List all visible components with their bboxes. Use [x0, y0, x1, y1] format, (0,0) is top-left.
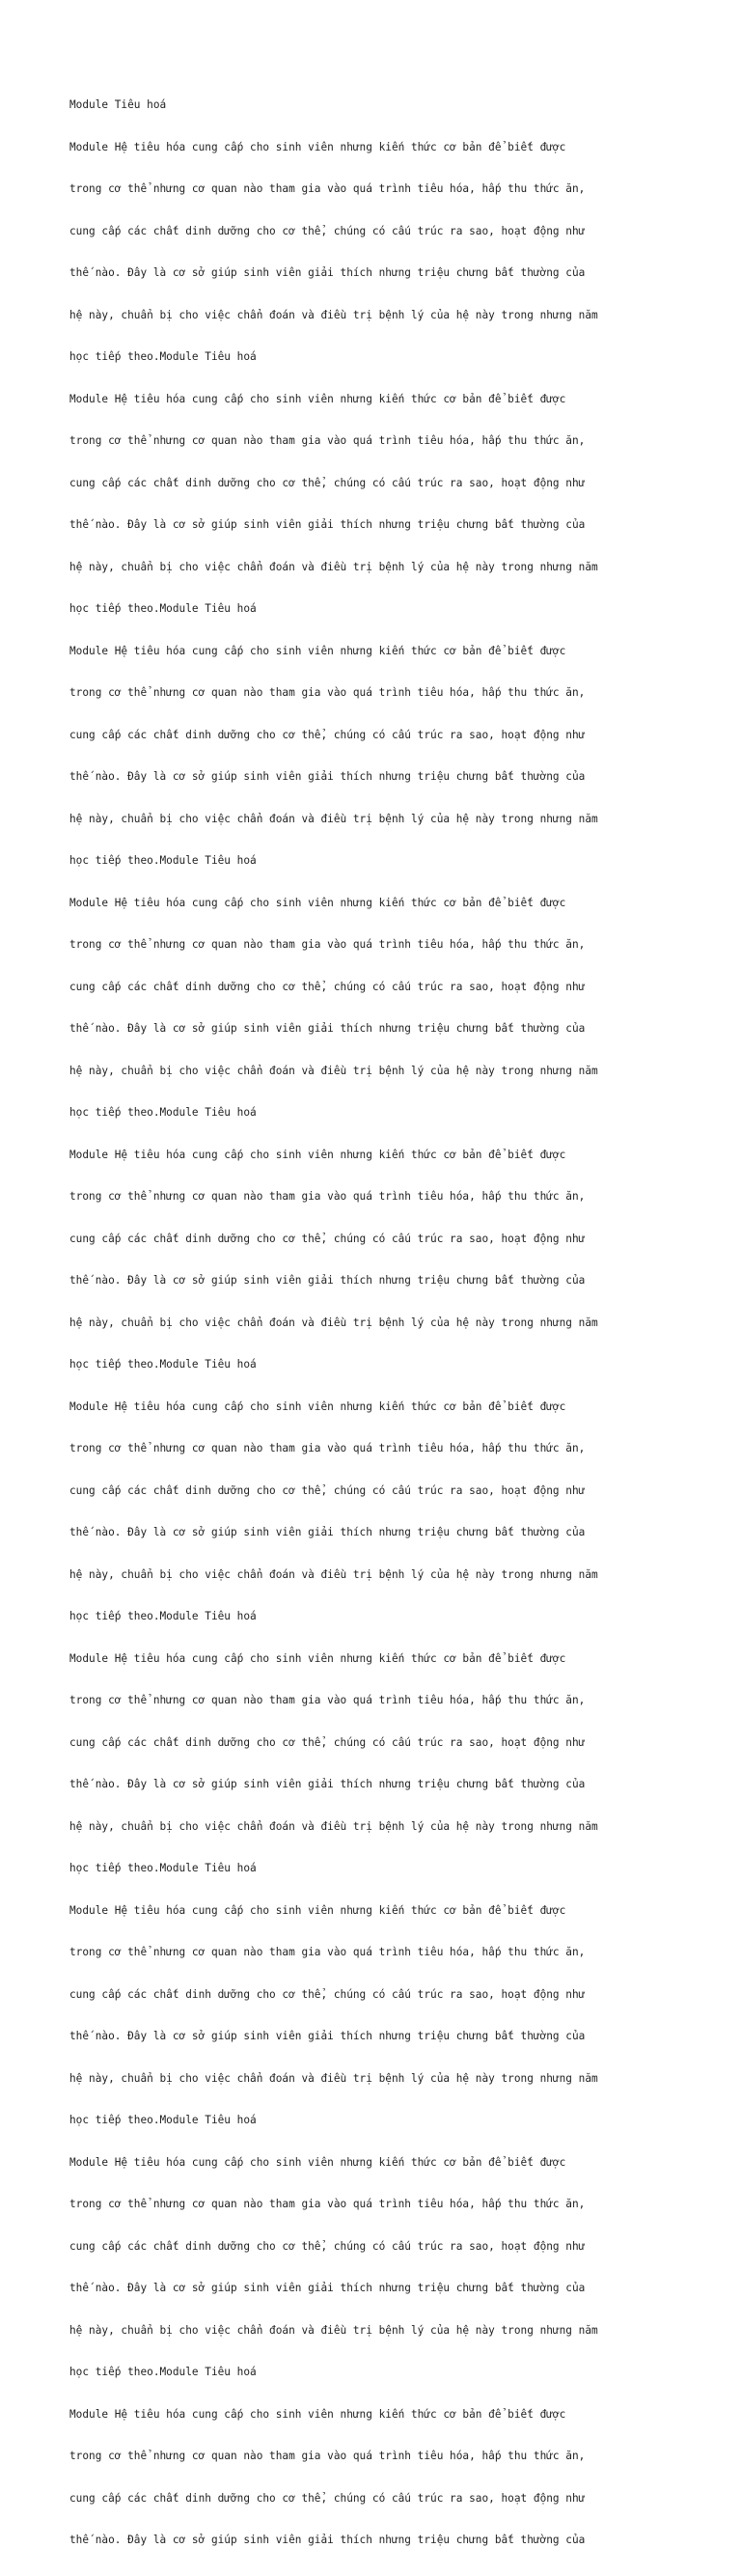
text-line: cung cấp các chất dinh dưỡng cho cơ thể, chúng có cấu trúc ra sao, hoạt động như — [69, 980, 586, 993]
text-line: Module Hệ tiêu hóa cung cấp cho sinh viên nhưng kiến thức cơ bản để biết được — [69, 644, 566, 657]
text-line: hệ này, chuẩn bị cho việc chẩn đoán và điều trị bệnh lý của hệ này trong nhưng năm — [69, 1567, 598, 1581]
text-line: hệ này, chuẩn bị cho việc chẩn đoán và điều trị bệnh lý của hệ này trong nhưng năm — [69, 560, 598, 573]
text-line: thế nào. Đây là cơ sở giúp sinh viên giải thích nhưng triệu chưng bất thường của — [69, 1274, 586, 1287]
text-line: học tiếp theo.Module Tiêu hoá — [69, 350, 257, 363]
text-line: trong cơ thể nhưng cơ quan nào tham gia vào quá trình tiêu hóa, hấp thu thức ăn, — [69, 1694, 586, 1706]
text-line: thế nào. Đây là cơ sở giúp sinh viên giải thích nhưng triệu chưng bất thường của — [69, 1778, 586, 1790]
text-line: trong cơ thể nhưng cơ quan nào tham gia vào quá trình tiêu hóa, hấp thu thức ăn, — [69, 182, 586, 195]
text-line: cung cấp các chất dinh dưỡng cho cơ thể, chúng có cấu trúc ra sao, hoạt động như — [69, 1483, 586, 1497]
text-line: thế nào. Đây là cơ sở giúp sinh viên giải thích nhưng triệu chưng bất thường của — [69, 2282, 586, 2294]
document-body — [69, 70, 677, 2576]
text-line: học tiếp theo.Module Tiêu hoá — [69, 1106, 257, 1119]
text-line: trong cơ thể nhưng cơ quan nào tham gia vào quá trình tiêu hóa, hấp thu thức ăn, — [69, 686, 586, 699]
text-line: trong cơ thể nhưng cơ quan nào tham gia vào quá trình tiêu hóa, hấp thu thức ăn, — [69, 1190, 586, 1203]
text-line: trong cơ thể nhưng cơ quan nào tham gia vào quá trình tiêu hóa, hấp thu thức ăn, — [69, 938, 586, 951]
text-line: hệ này, chuẩn bị cho việc chẩn đoán và điều trị bệnh lý của hệ này trong nhưng năm — [69, 2323, 598, 2337]
text-line: cung cấp các chất dinh dưỡng cho cơ thể, chúng có cấu trúc ra sao, hoạt động như — [69, 476, 586, 489]
text-line: Module Hệ tiêu hóa cung cấp cho sinh viên nhưng kiến thức cơ bản để biết được — [69, 392, 566, 405]
text-line: thế nào. Đây là cơ sở giúp sinh viên giải thích nhưng triệu chưng bất thường của — [69, 1022, 586, 1035]
text-line: Module Hệ tiêu hóa cung cấp cho sinh viên nhưng kiến thức cơ bản để biết được — [69, 1399, 566, 1413]
text-line: cung cấp các chất dinh dưỡng cho cơ thể, chúng có cấu trúc ra sao, hoạt động như — [69, 1232, 586, 1245]
text-line: học tiếp theo.Module Tiêu hoá — [69, 2366, 257, 2378]
text-line: học tiếp theo.Module Tiêu hoá — [69, 602, 257, 615]
text-line: Module Tiêu hoá — [69, 98, 167, 111]
text-line: trong cơ thể nhưng cơ quan nào tham gia vào quá trình tiêu hóa, hấp thu thức ăn, — [69, 1946, 586, 1958]
text-line: hệ này, chuẩn bị cho việc chẩn đoán và điều trị bệnh lý của hệ này trong nhưng năm — [69, 1316, 598, 1329]
text-line: trong cơ thể nhưng cơ quan nào tham gia vào quá trình tiêu hóa, hấp thu thức ăn, — [69, 2198, 586, 2210]
text-line: hệ này, chuẩn bị cho việc chẩn đoán và điều trị bệnh lý của hệ này trong nhưng năm — [69, 308, 598, 321]
text-line: Module Hệ tiêu hóa cung cấp cho sinh viên nhưng kiến thức cơ bản để biết được — [69, 2155, 566, 2169]
text-line: thế nào. Đây là cơ sở giúp sinh viên giải thích nhưng triệu chưng bất thường của — [69, 2030, 586, 2042]
text-line: Module Hệ tiêu hóa cung cấp cho sinh viên nhưng kiến thức cơ bản để biết được — [69, 1148, 566, 1161]
text-line: hệ này, chuẩn bị cho việc chẩn đoán và điều trị bệnh lý của hệ này trong nhưng năm — [69, 1064, 598, 1077]
text-line: thế nào. Đây là cơ sở giúp sinh viên giải thích nhưng triệu chưng bất thường của — [69, 266, 586, 279]
text-line: Module Hệ tiêu hóa cung cấp cho sinh viên nhưng kiến thức cơ bản để biết được — [69, 896, 566, 909]
text-line: thế nào. Đây là cơ sở giúp sinh viên giải thích nhưng triệu chưng bất thường của — [69, 518, 586, 531]
text-line: trong cơ thể nhưng cơ quan nào tham gia vào quá trình tiêu hóa, hấp thu thức ăn, — [69, 1442, 586, 1454]
text-line: Module Hệ tiêu hóa cung cấp cho sinh viên nhưng kiến thức cơ bản để biết được — [69, 140, 566, 153]
text-line: cung cấp các chất dinh dưỡng cho cơ thể, chúng có cấu trúc ra sao, hoạt động như — [69, 2491, 586, 2505]
text-line: cung cấp các chất dinh dưỡng cho cơ thể, chúng có cấu trúc ra sao, hoạt động như — [69, 2239, 586, 2253]
text-line: hệ này, chuẩn bị cho việc chẩn đoán và điều trị bệnh lý của hệ này trong nhưng năm — [69, 812, 598, 825]
text-line: Module Hệ tiêu hóa cung cấp cho sinh viên nhưng kiến thức cơ bản để biết được — [69, 1903, 566, 1917]
text-line: cung cấp các chất dinh dưỡng cho cơ thể, chúng có cấu trúc ra sao, hoạt động như — [69, 728, 586, 741]
text-line: thế nào. Đây là cơ sở giúp sinh viên giải thích nhưng triệu chưng bất thường của — [69, 2534, 586, 2546]
text-line: trong cơ thể nhưng cơ quan nào tham gia vào quá trình tiêu hóa, hấp thu thức ăn, — [69, 434, 586, 447]
text-line: thế nào. Đây là cơ sở giúp sinh viên giải thích nhưng triệu chưng bất thường của — [69, 1526, 586, 1538]
text-line: học tiếp theo.Module Tiêu hoá — [69, 2114, 257, 2126]
text-line: trong cơ thể nhưng cơ quan nào tham gia vào quá trình tiêu hóa, hấp thu thức ăn, — [69, 2450, 586, 2462]
text-line: học tiếp theo.Module Tiêu hoá — [69, 1358, 257, 1371]
text-line: học tiếp theo.Module Tiêu hoá — [69, 854, 257, 867]
text-line: học tiếp theo.Module Tiêu hoá — [69, 1862, 257, 1874]
text-line: hệ này, chuẩn bị cho việc chẩn đoán và điều trị bệnh lý của hệ này trong nhưng năm — [69, 2071, 598, 2085]
text-line: thế nào. Đây là cơ sở giúp sinh viên giải thích nhưng triệu chưng bất thường của — [69, 770, 586, 783]
text-line: học tiếp theo.Module Tiêu hoá — [69, 1610, 257, 1622]
text-line: hệ này, chuẩn bị cho việc chẩn đoán và điều trị bệnh lý của hệ này trong nhưng năm — [69, 1819, 598, 1833]
text-line: Module Hệ tiêu hóa cung cấp cho sinh viên nhưng kiến thức cơ bản để biết được — [69, 1651, 566, 1665]
text-line: Module Hệ tiêu hóa cung cấp cho sinh viên nhưng kiến thức cơ bản để biết được — [69, 2407, 566, 2421]
text-line: cung cấp các chất dinh dưỡng cho cơ thể, chúng có cấu trúc ra sao, hoạt động như — [69, 224, 586, 237]
text-line: cung cấp các chất dinh dưỡng cho cơ thể, chúng có cấu trúc ra sao, hoạt động như — [69, 1735, 586, 1749]
text-line: cung cấp các chất dinh dưỡng cho cơ thể, chúng có cấu trúc ra sao, hoạt động như — [69, 1987, 586, 2001]
